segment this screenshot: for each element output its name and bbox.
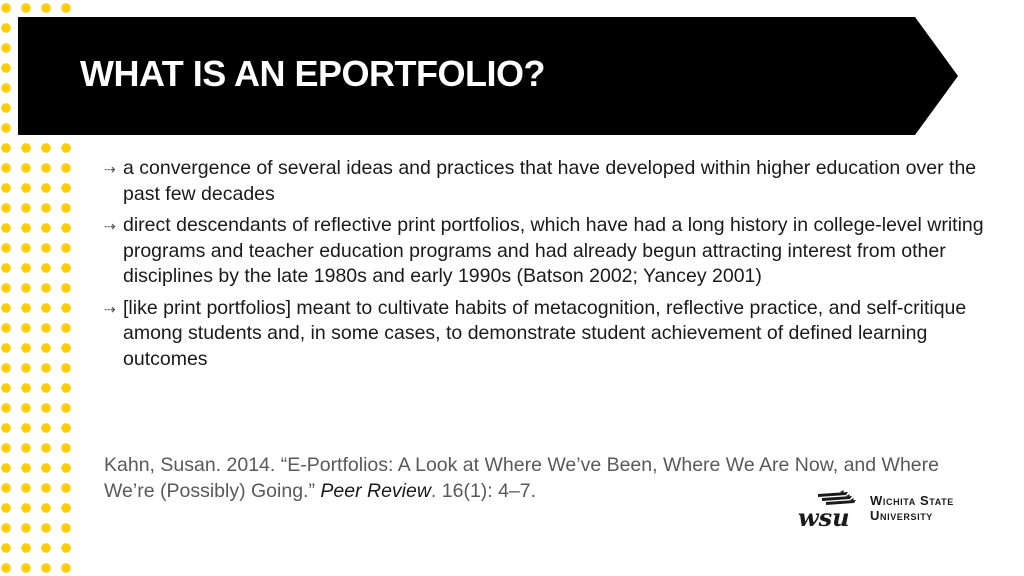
university-name-line1: Wichita State (870, 493, 954, 508)
dashed-arrow-icon: ⇢ (104, 218, 115, 234)
university-logo (796, 490, 976, 534)
university-name (870, 493, 954, 523)
slide-title: WHAT IS AN EPORTFOLIO? (80, 53, 545, 94)
dashed-arrow-icon: ⇢ (104, 161, 115, 177)
bullet-text: a convergence of several ideas and practices that have developed within higher education over the past few decades (123, 157, 977, 205)
wsu-shocker-logo-icon (796, 490, 860, 530)
list-item (104, 296, 984, 373)
bullet-text: direct descendants of reflective print portfolios, which have had a long history in college-level writing programs and teacher education programs and had already begun attracting interest from other disciplines by the late 1980s and early 1990s (Batson 2002; Yancey 2001) (123, 214, 984, 287)
dashed-arrow-icon: ⇢ (104, 300, 115, 317)
citation-details: . 16(1): 4–7. (430, 480, 537, 502)
list-item (104, 156, 984, 207)
list-item (104, 213, 984, 290)
bullet-list (104, 156, 984, 378)
logo-lettering: wsu (798, 503, 850, 530)
citation-text: Kahn, Susan. 2014. “E-Portfolios: A Look at Where We’ve Been, Where We Are Now, and Where We’re (Possibly) Going.” (104, 454, 939, 502)
university-name-line2: University (870, 508, 933, 523)
citation-journal: Peer Review (320, 480, 431, 502)
bullet-text: [like print portfolios] meant to cultivate habits of metacognition, reflective practice, and self-critique among students and, in some cases, to demonstrate student achievement of defined learning outcomes (123, 296, 967, 370)
